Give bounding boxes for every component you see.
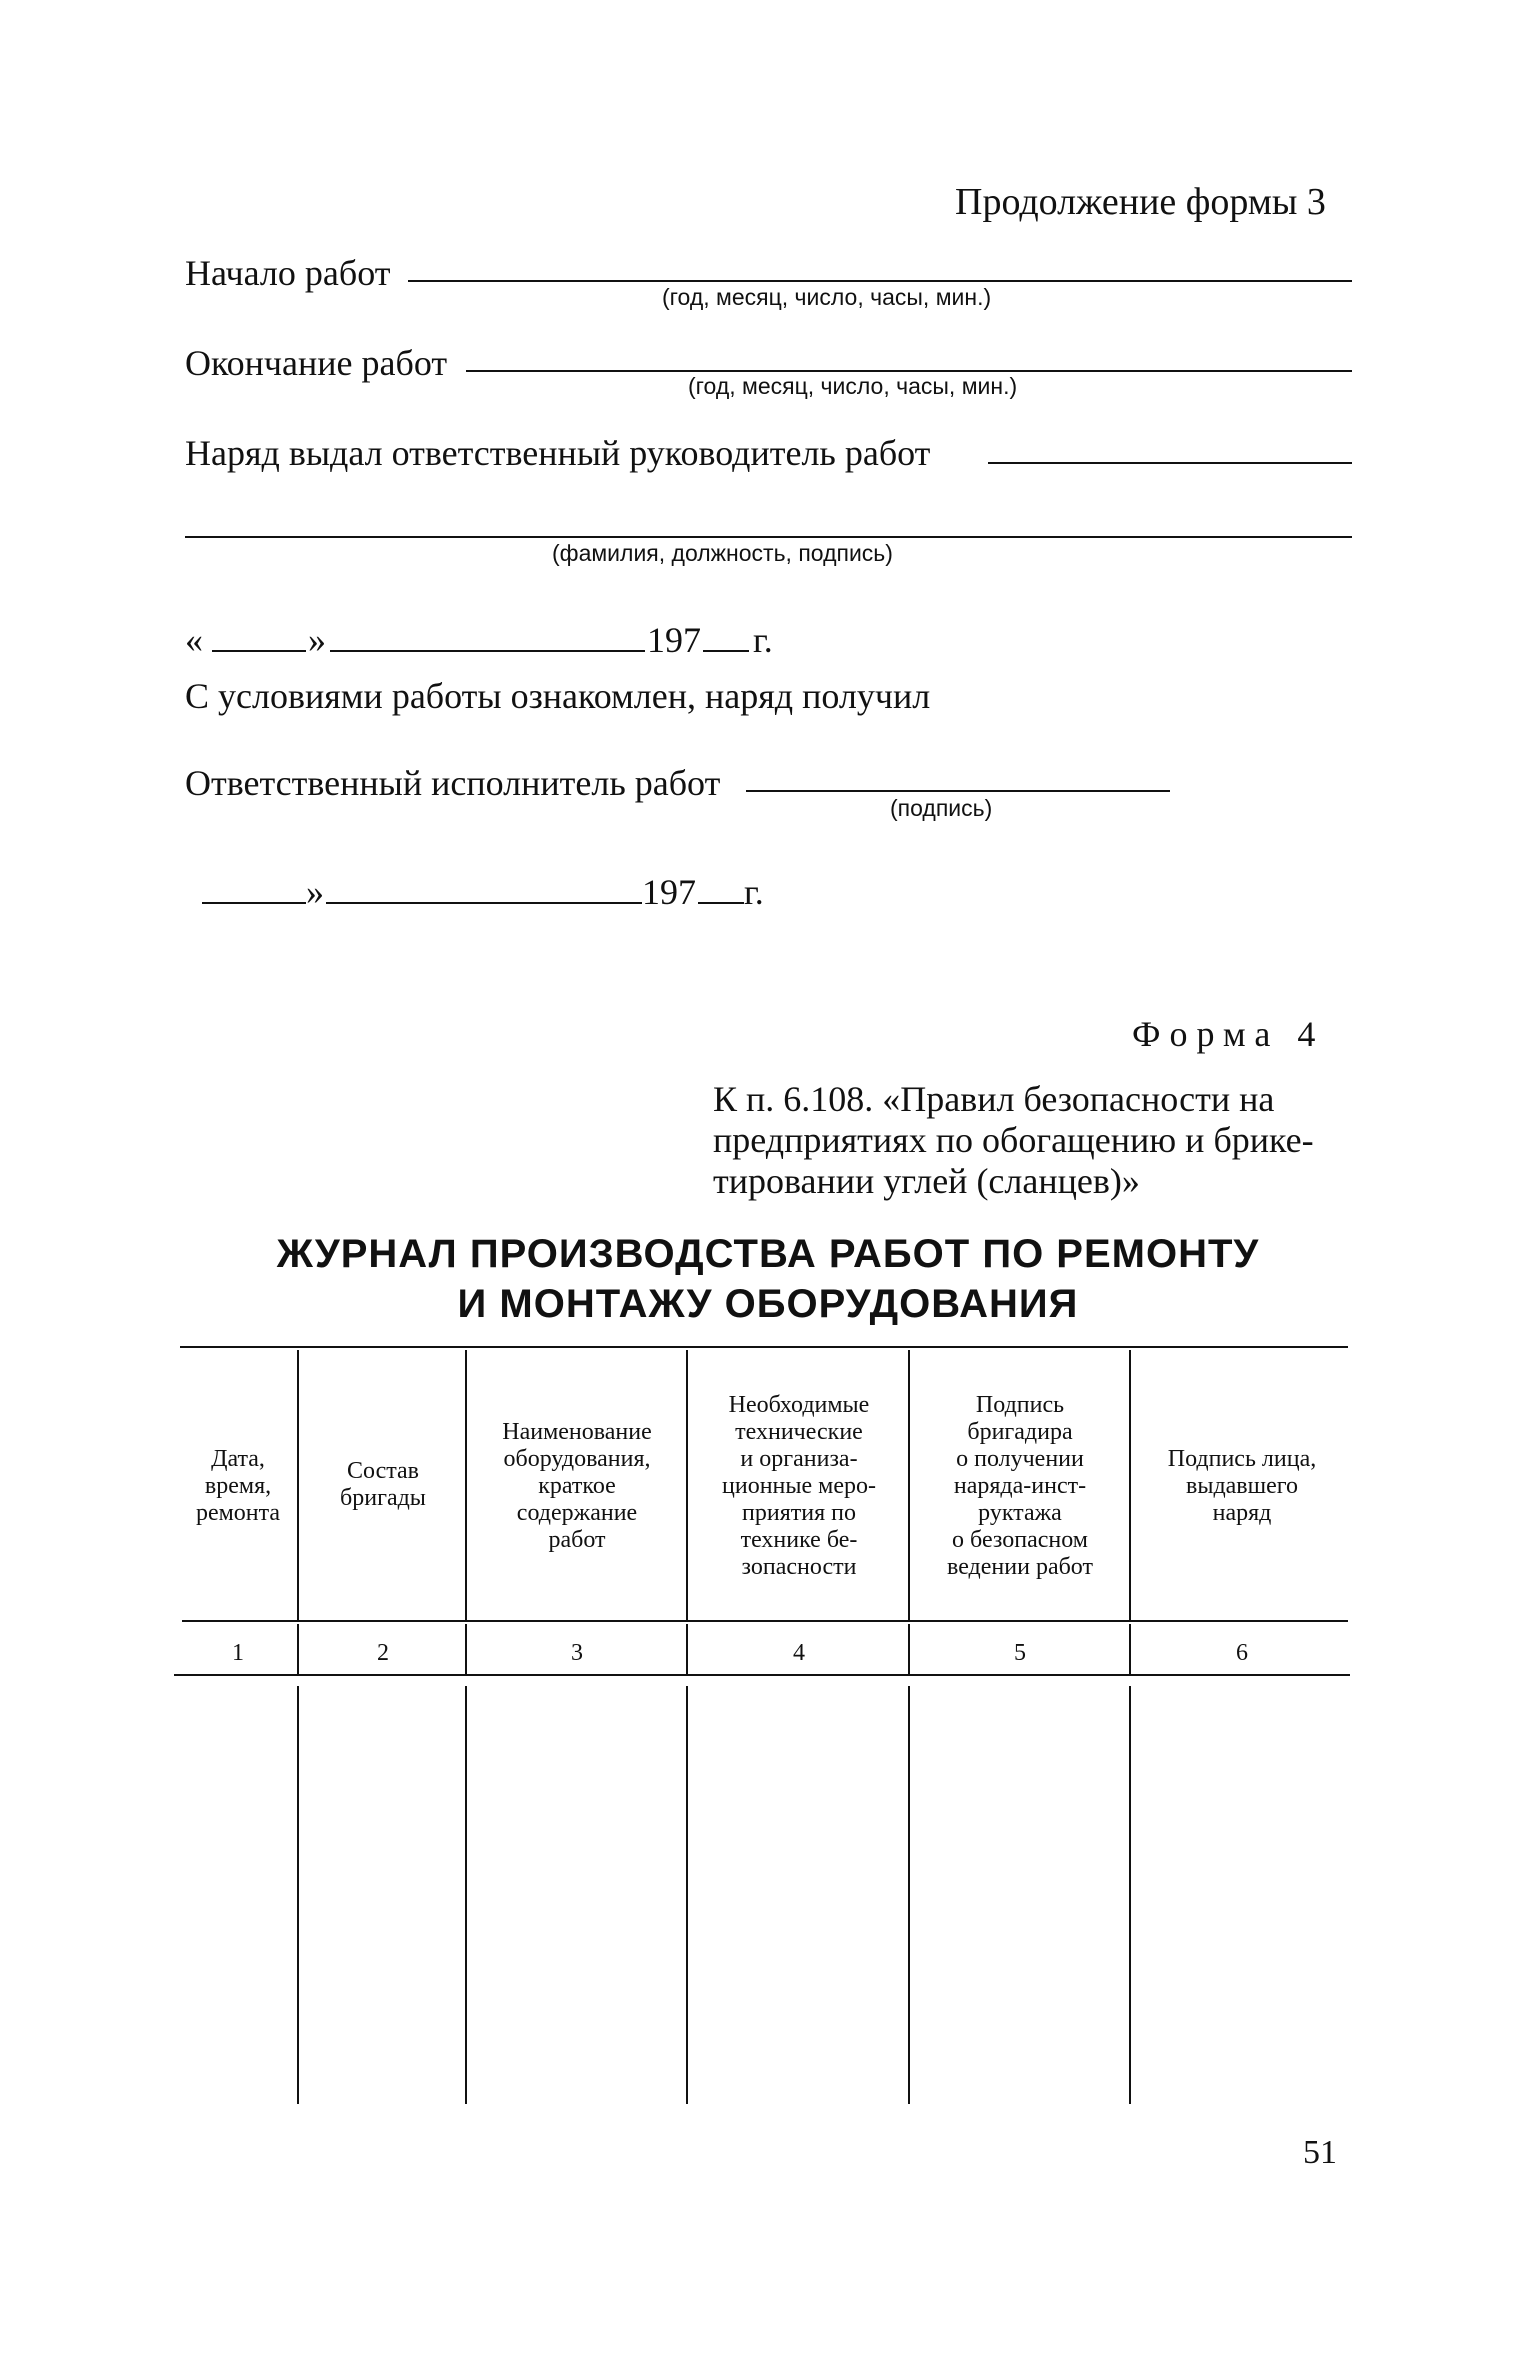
executor-label: Ответственный исполнитель работ xyxy=(185,763,721,803)
column-header-foreman-signature: Подпись бригадира о получении наряда-инст- руктажа о безопасном ведении работ xyxy=(947,1392,1093,1580)
date2-suffix: г. xyxy=(744,872,764,912)
date2-year: 197 xyxy=(642,872,696,912)
form4-reference-line: К п. 6.108. «Правил безопасности на xyxy=(713,1079,1275,1119)
date1-close-quote: » xyxy=(308,620,326,660)
column-divider xyxy=(297,1686,299,2104)
date2-month-field[interactable] xyxy=(326,902,642,904)
header-bottom-rule xyxy=(182,1620,1348,1622)
column-divider xyxy=(465,1686,467,2104)
acknowledged-text: С условиями работы ознакомлен, наряд получил xyxy=(185,676,931,716)
column-number: 2 xyxy=(377,1640,389,1666)
form3-continuation-heading: Продолжение формы 3 xyxy=(955,181,1326,223)
date2-close-quote: » xyxy=(306,872,324,912)
form4-reference xyxy=(713,1079,1314,1202)
table-top-rule xyxy=(180,1346,1348,1348)
journal-title-line-1: ЖУРНАЛ ПРОИЗВОДСТВА РАБОТ ПО РЕМОНТУ xyxy=(276,1232,1260,1276)
date1-suffix: г. xyxy=(753,620,773,660)
column-divider xyxy=(908,1686,910,2104)
executor-signature-field[interactable] xyxy=(746,790,1170,792)
journal-title-line-2: И МОНТАЖУ ОБОРУДОВАНИЯ xyxy=(457,1282,1079,1326)
work-start-caption: (год, месяц, число, часы, мин.) xyxy=(662,284,992,310)
column-divider xyxy=(686,1624,688,1674)
column-divider xyxy=(297,1624,299,1674)
column-divider xyxy=(1129,1686,1131,2104)
column-header-issuer-signature: Подпись лица, выдавшего наряд xyxy=(1167,1446,1317,1526)
column-divider xyxy=(686,1350,688,1620)
form4-reference-line: предприятиях по обогащению и брике- xyxy=(713,1120,1314,1160)
issued-by-caption: (фамилия, должность, подпись) xyxy=(552,540,893,566)
column-number: 5 xyxy=(1014,1640,1026,1666)
issued-by-signature-field[interactable] xyxy=(185,536,1352,538)
column-header-date: Дата, время, ремонта xyxy=(195,1446,281,1526)
column-number: 4 xyxy=(793,1640,805,1666)
column-header-equipment: Наименование оборудования, краткое содержание работ xyxy=(502,1419,652,1553)
column-header-safety-measures: Необходимые технические и организа- ционные меро- приятия по технике бе- зопасности xyxy=(722,1392,876,1580)
column-header-brigade: Состав бригады xyxy=(340,1458,426,1511)
column-divider xyxy=(1129,1624,1131,1674)
date2-year-field[interactable] xyxy=(698,902,744,904)
date1-month-field[interactable] xyxy=(330,650,645,652)
column-number: 3 xyxy=(571,1640,583,1666)
column-divider xyxy=(465,1624,467,1674)
date1-day-field[interactable] xyxy=(212,650,306,652)
column-divider xyxy=(1129,1350,1131,1620)
date1-year-field[interactable] xyxy=(703,650,749,652)
executor-caption: (подпись) xyxy=(890,795,993,821)
column-number: 6 xyxy=(1236,1640,1248,1666)
date1-open-quote: « xyxy=(185,620,203,660)
work-start-label: Начало работ xyxy=(185,253,391,293)
work-end-label: Окончание работ xyxy=(185,343,448,383)
column-divider xyxy=(686,1686,688,2104)
column-divider xyxy=(908,1624,910,1674)
work-start-field[interactable] xyxy=(408,280,1352,282)
work-end-caption: (год, месяц, число, часы, мин.) xyxy=(688,373,1018,399)
date2-day-field[interactable] xyxy=(202,902,306,904)
column-number: 1 xyxy=(232,1640,244,1666)
page-number: 51 xyxy=(1303,2134,1337,2171)
numbers-bottom-rule xyxy=(174,1674,1350,1676)
issued-by-label: Наряд выдал ответственный руководитель работ xyxy=(185,433,931,473)
date1-year: 197 xyxy=(647,620,701,660)
form4-reference-line: тировании углей (сланцев)» xyxy=(713,1161,1140,1201)
form4-label: Форма 4 xyxy=(1132,1014,1325,1054)
work-end-field[interactable] xyxy=(466,370,1352,372)
issued-by-field[interactable] xyxy=(988,462,1352,464)
